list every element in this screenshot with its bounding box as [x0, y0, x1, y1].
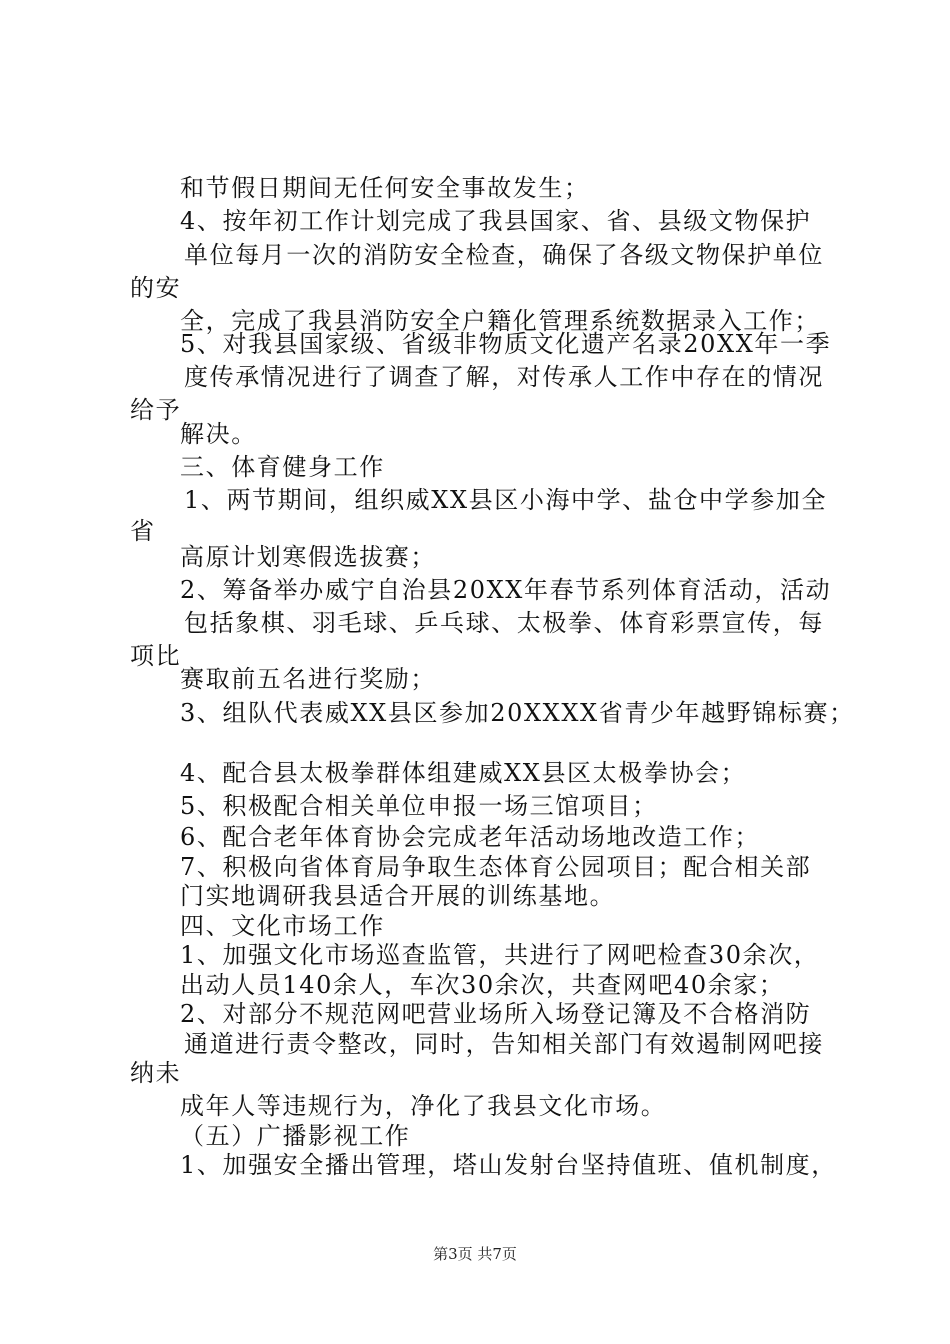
text-line: 赛取前五名进行奖励；	[180, 665, 436, 693]
text-line: 7、积极向省体育局争取生态体育公园项目；配合相关部	[180, 853, 812, 881]
text-line: 的安	[130, 274, 182, 302]
text-line: 通道进行责令整改，同时，告知相关部门有效遏制网吧接	[184, 1030, 824, 1058]
text-line: 4、按年初工作计划完成了我县国家、省、县级文物保护	[180, 207, 812, 235]
page-footer: 第3页 共7页	[433, 1245, 517, 1263]
text-line: 4、配合县太极拳群体组建威XX县区太极拳协会；	[180, 759, 747, 787]
section-heading: 三、体育健身工作	[180, 453, 385, 481]
text-line: 解决。	[180, 420, 257, 448]
text-line: 和节假日期间无任何安全事故发生；	[180, 174, 590, 202]
text-line: 2、对部分不规范网吧营业场所入场登记簿及不合格消防	[180, 1000, 812, 1028]
text-line: 6、配合老年体育协会完成老年活动场地改造工作；	[180, 823, 761, 851]
text-line: 全，完成了我县消防安全户籍化管理系统数据录入工作；	[180, 307, 820, 335]
text-line: 度传承情况进行了调查了解，对传承人工作中存在的情况	[184, 363, 824, 391]
text-line: 1、加强安全播出管理，塔山发射台坚持值班、值机制度，	[180, 1151, 837, 1179]
text-line: 包括象棋、羽毛球、乒乓球、太极拳、体育彩票宣传，每	[184, 609, 824, 637]
text-line: 3、组队代表威XX县区参加20XXXX省青少年越野锦标赛；	[180, 699, 855, 727]
text-line: 成年人等违规行为，净化了我县文化市场。	[180, 1092, 667, 1120]
text-line: 项比	[130, 642, 182, 670]
text-line: 5、对我县国家级、省级非物质文化遗产名录20XX年一季	[180, 330, 832, 358]
text-line: 单位每月一次的消防安全检查，确保了各级文物保护单位	[184, 241, 824, 269]
text-line: 1、加强文化市场巡查监管，共进行了网吧检查30余次，	[180, 941, 820, 969]
text-line: 1、两节期间，组织威XX县区小海中学、盐仓中学参加全	[184, 486, 828, 514]
text-line: 纳未	[130, 1059, 182, 1087]
text-line: 出动人员140余人，车次30余次，共查网吧40余家；	[180, 971, 785, 999]
text-line: 5、积极配合相关单位申报一场三馆项目；	[180, 792, 658, 820]
text-line: 省	[130, 517, 156, 545]
section-heading: （五）广播影视工作	[180, 1122, 411, 1150]
text-line: 门实地调研我县适合开展的训练基地。	[180, 882, 616, 910]
section-heading: 四、文化市场工作	[180, 912, 385, 940]
text-line: 2、筹备举办威宁自治县20XX年春节系列体育活动，活动	[180, 576, 832, 604]
text-line: 给予	[130, 396, 182, 424]
text-line: 高原计划寒假选拔赛；	[180, 543, 436, 571]
